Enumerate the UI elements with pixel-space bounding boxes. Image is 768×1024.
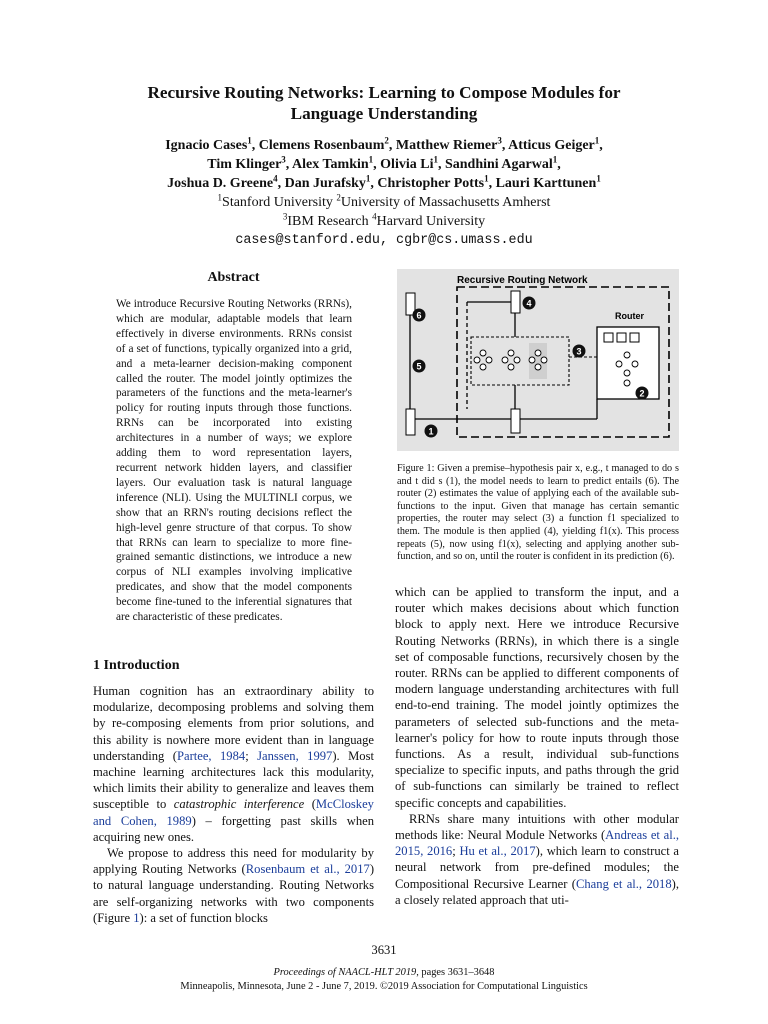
- author-line-1: Ignacio Cases$^1$, Clemens Rosenbaum$^2$, Matthew Riemer$^3$, Atticus Geiger$^1$,: [165, 135, 603, 153]
- figure-1-caption: Figure 1: Given a premise–hypothesis pair x, e.g., t managed to do s and t did s (1), the model needs to learn to predict entails (6). The router (2) estimates the value of applying each of the available sub-functions to the input. Given that manage has certain semantic properties, the router may select (3) a function f1 specialized to them. The module is then applied (4), yielding f1(x). This process repeats (5), now using f1(x), selecting and applying another sub-function, and so on, until the router is confident in its prediction (6).: [397, 463, 679, 563]
- text-run: RRNs share many intuitions with other modular methods like: Neural Module Networks (: [395, 811, 679, 843]
- introduction-body: [93, 683, 374, 926]
- abstract-text: We introduce Recursive Routing Networks (RRNs), which are modular, adaptable models that learn effectively in diverse environments. RRNs consist of a set of functions, typically organized into a grid, and a meta-learner decision-making component called the router. The model jointly optimizes the parameters of the functions and the meta-learner's policy for routing inputs through those functions. RRNs can be incorporated into existing architectures in a number of ways; we explore adding them to word representation layers, recurrent network hidden layers, and classifier layers. Our evaluation task is natural language inference (NLI). Using the MULTINLI corpus, we show that an RRN's routing decisions reflect the high-level genre structure of that corpus. To show that RRNs can learn to specialize to more fine-grained semantic distinctions, we introduce a new corpus of NLI examples involving implicative predicates, and show that the model components become fine-tuned to the inferential signatures that are characteristic of these predicates.: [116, 298, 352, 624]
- text-run: ): a set of function blocks: [139, 910, 268, 925]
- proceedings-footer: [0, 966, 768, 994]
- router-slot: [617, 333, 626, 342]
- step-badge-label: 3: [576, 346, 582, 357]
- step-badge-label: 2: [639, 388, 645, 399]
- input-node: [406, 409, 415, 435]
- proceedings-name: Proceedings of NAACL-HLT 2019: [273, 967, 417, 978]
- sub-function-1: [474, 350, 492, 370]
- affil-mark: 1: [247, 135, 252, 146]
- affiliation: Stanford University: [222, 195, 333, 210]
- router-label: Router: [615, 311, 644, 321]
- author-block: [60, 136, 708, 250]
- author-emails[interactable]: cases@stanford.edu, cgbr@cs.umass.edu: [235, 233, 533, 248]
- citation-link[interactable]: Partee, 1984: [176, 748, 246, 763]
- figure-title: Recursive Routing Network: [457, 275, 588, 286]
- affil-mark: 1: [365, 173, 371, 184]
- text-run: ;: [245, 748, 258, 763]
- step-badge-label: 1: [428, 426, 434, 437]
- citation-link[interactable]: Chang et al., 2018: [575, 876, 672, 891]
- affiliation: Harvard University: [376, 214, 486, 229]
- sub-function-2: [502, 350, 520, 370]
- author-line-3: Joshua D. Greene$^4$, Dan Jurafsky$^1$, Christopher Potts$^1$, Lauri Karttunen$^1$: [167, 173, 601, 191]
- footer-line-1: [0, 966, 768, 980]
- citation-link[interactable]: Hu et al., 2017: [459, 844, 536, 859]
- affil-mark: 1: [594, 135, 600, 146]
- step-badge-label: 6: [416, 310, 422, 321]
- author-name: Sandhini Agarwal: [444, 157, 553, 172]
- author-name: Matthew Riemer: [395, 138, 498, 153]
- affil-mark: 3: [282, 211, 288, 222]
- author-name: Tim Klinger: [207, 157, 282, 172]
- paper-title: [90, 82, 678, 124]
- author-name: Christopher Potts: [377, 176, 485, 191]
- text-run: (: [304, 797, 316, 812]
- affiliation: IBM Research: [287, 214, 369, 229]
- abstract-heading: Abstract: [207, 270, 260, 285]
- right-paragraph-1: which can be applied to transform the input, and a router which makes decisions about which function block to apply next. Here we introduce Recursive Routing Networks (RRNs), in which there is a single set of composable functions, recursively chosen by the router. RRNs can be applied to different components of modern language understanding architectures with full end-to-end training. The model jointly optimizes the parameters of selected sub-functions and the meta-learner's policy for how to route inputs through those functions. As a result, individual sub-functions specialize to specific inputs, and paths through the grid of sub-functions can similarly be trained to reflect specific concepts and capabilities.: [395, 585, 679, 810]
- citation-link[interactable]: Rosenbaum et al., 2017: [245, 862, 370, 877]
- router-slot: [604, 333, 613, 342]
- affil-mark: 1: [368, 154, 374, 165]
- affiliation: University of Massachusetts Amherst: [340, 195, 551, 210]
- affil-mark: 1: [433, 154, 438, 165]
- module-input-node: [511, 409, 520, 433]
- text-run: ;: [452, 844, 460, 859]
- intro-paragraph-2: [93, 845, 374, 926]
- author-name: Ignacio Cases: [165, 138, 248, 153]
- affiliation-line-1: [60, 193, 708, 212]
- affil-mark: 1: [217, 192, 223, 203]
- router-slot: [630, 333, 639, 342]
- module-output-node: [511, 291, 520, 313]
- affil-mark: 1: [484, 173, 489, 184]
- author-name: Atticus Geiger: [508, 138, 595, 153]
- section-heading-introduction: 1 Introduction: [93, 658, 180, 673]
- title-line-2: Language Understanding: [290, 104, 478, 123]
- text-run: ), a closely related approach that uti-: [395, 876, 679, 907]
- affil-mark: 2: [384, 135, 389, 146]
- right-column-body: [395, 584, 679, 908]
- text-run: ), which learn to construct a neural network from pre-defined modules; the Compositional Recursive Learner (: [395, 844, 680, 891]
- affil-mark: 2: [336, 192, 341, 203]
- citation-link[interactable]: Janssen, 1997: [257, 748, 333, 763]
- citation-link[interactable]: Andreas et al., 2015, 2016: [395, 828, 680, 859]
- author-name: Olivia Li: [380, 157, 434, 172]
- affil-mark: 1: [596, 173, 601, 184]
- author-name: Alex Tamkin: [292, 157, 369, 172]
- figure-1: [397, 269, 679, 451]
- affiliation-line-2: [60, 212, 708, 231]
- text-run: We propose to address this need for modularity by applying Routing Networks (: [93, 846, 374, 877]
- title-line-1: Recursive Routing Networks: Learning to Compose Modules for: [147, 83, 621, 102]
- step-badge-label: 4: [526, 298, 532, 309]
- author-name: Joshua D. Greene: [167, 176, 274, 191]
- right-paragraph-2: [395, 811, 679, 908]
- author-name: Clemens Rosenbaum: [258, 138, 385, 153]
- affil-mark: 4: [372, 211, 377, 222]
- text-run: ). Most machine learning architectures lack this modularity, which limits their ability to generalize and leaves them susceptible to: [93, 748, 374, 812]
- affil-mark: 3: [281, 154, 286, 165]
- emphasis: catastrophic interference: [173, 797, 305, 812]
- affil-mark: 3: [497, 135, 502, 146]
- author-name: Lauri Karttunen: [495, 176, 597, 191]
- text-run: ) – forgetting past skills when acquiring new ones.: [93, 813, 375, 844]
- intro-paragraph-1: [93, 683, 374, 845]
- rrn-diagram: [397, 269, 679, 451]
- text-run: ) to natural language understanding. Routing Networks are self-organizing networks with two components (Figure: [93, 862, 375, 925]
- footer-line-2: Minneapolis, Minnesota, June 2 - June 7, 2019. ©2019 Association for Computational Linguistics: [180, 980, 588, 992]
- text-run: Human cognition has an extraordinary ability to modularize, decomposing problems and solving them by re-composing elements from prior solutions, and this ability is nowhere more evident than in language understanding (: [93, 684, 374, 763]
- figure-ref-link[interactable]: 1: [133, 910, 140, 925]
- author-name: Dan Jurafsky: [284, 176, 366, 191]
- page-number: 3631: [371, 943, 397, 957]
- page-range: , pages 3631–3648: [416, 967, 495, 978]
- step-badge-label: 5: [416, 361, 422, 372]
- affil-mark: 1: [552, 154, 558, 165]
- author-line-2: Tim Klinger$^3$, Alex Tamkin$^1$, Olivia Li$^1$, Sandhini Agarwal$^1$,: [207, 154, 561, 172]
- citation-link[interactable]: McCloskey and Cohen, 1989: [93, 797, 374, 828]
- affil-mark: 4: [273, 173, 278, 184]
